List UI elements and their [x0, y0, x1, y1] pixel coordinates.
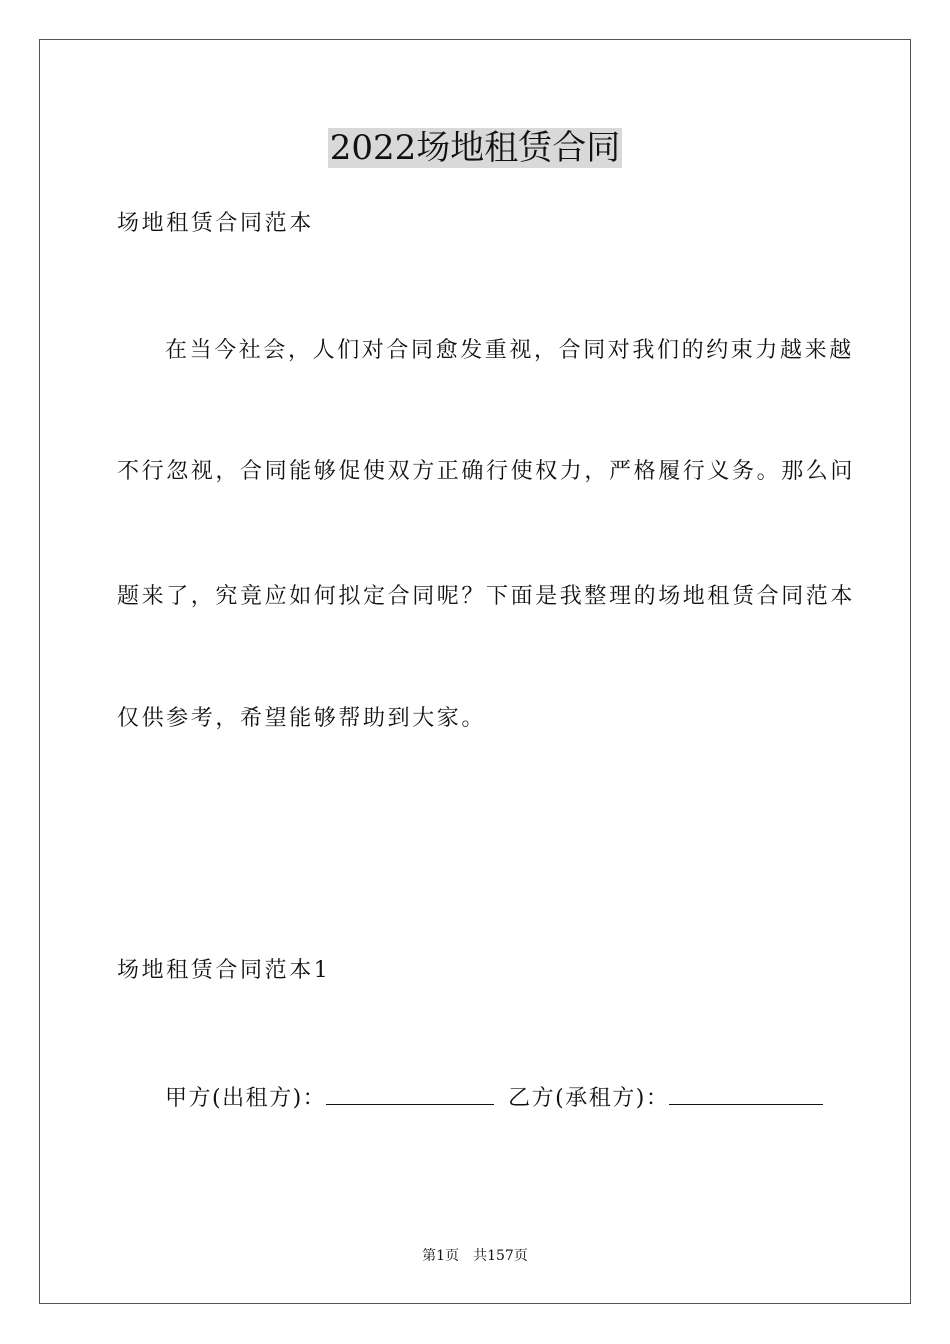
intro-line-2: 不行忽视，合同能够促使双方正确行使权力，严格履行义务。那么问 — [117, 459, 856, 484]
document-title — [0, 126, 950, 170]
intro-line-3: 题来了，究竟应如何拟定合同呢？下面是我整理的场地租赁合同范本 — [117, 584, 856, 609]
document-subtitle: 场地租赁合同范本 — [117, 211, 314, 236]
section-heading: 场地租赁合同范本1 — [117, 958, 331, 983]
page-current: 第1页 — [422, 1248, 460, 1264]
document-title-text: 2022场地租赁合同 — [329, 128, 621, 168]
party-b-blank — [669, 1082, 823, 1105]
intro-line-1: 在当今社会，人们对合同愈发重视，合同对我们的约束力越来越 — [165, 338, 854, 363]
party-line — [165, 1082, 823, 1114]
party-b-label: 乙方(承租方)： — [508, 1086, 670, 1111]
page-total: 共157页 — [473, 1248, 528, 1264]
party-a-blank — [326, 1082, 494, 1105]
page-footer — [0, 1246, 950, 1266]
intro-line-4: 仅供参考，希望能够帮助到大家。 — [117, 706, 487, 731]
party-a-label: 甲方(出租方)： — [165, 1086, 327, 1111]
